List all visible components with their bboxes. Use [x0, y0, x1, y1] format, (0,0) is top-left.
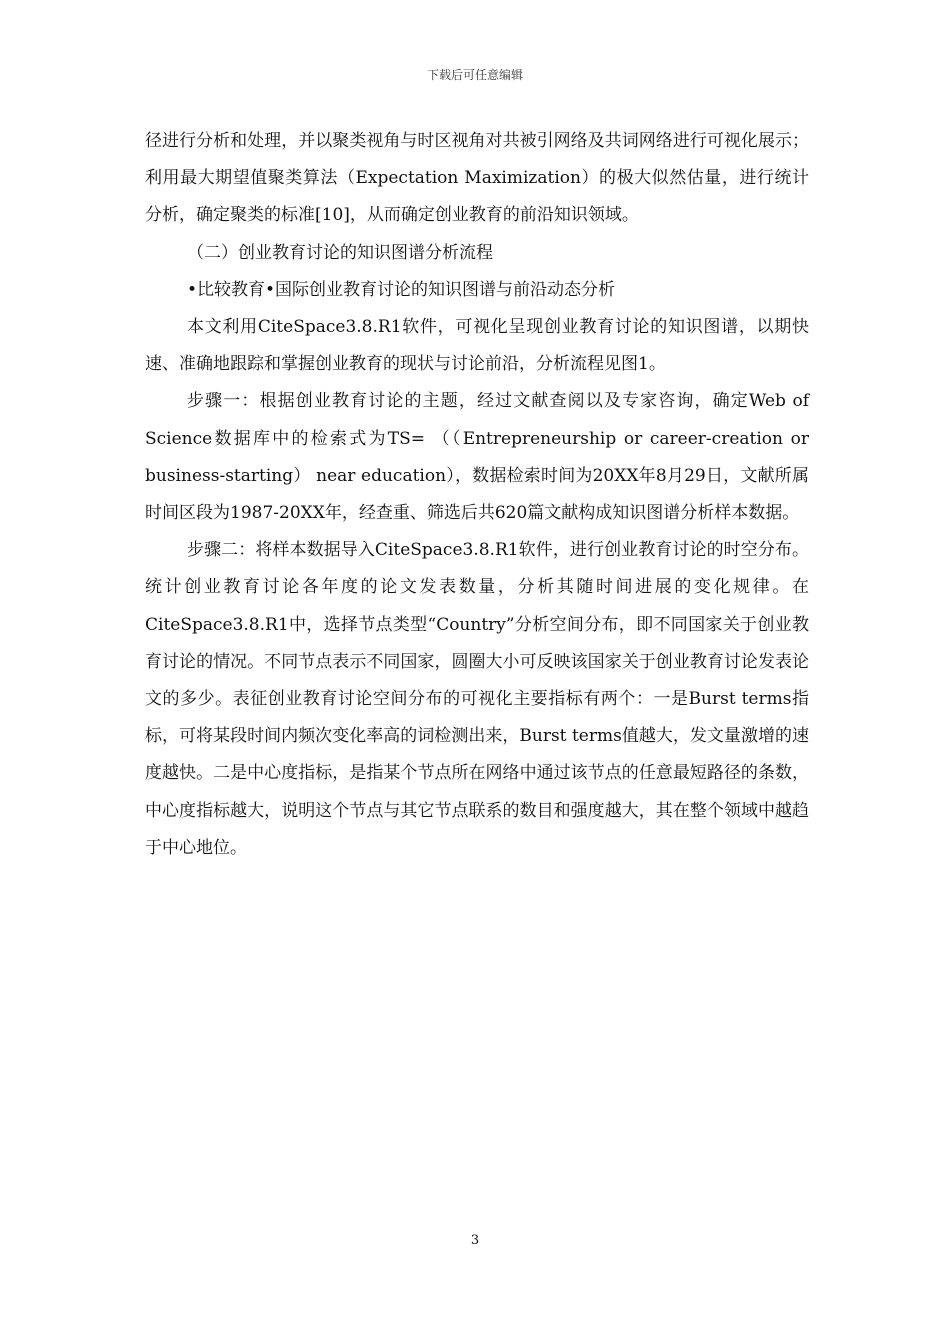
- paragraph-step-one: 步骤一：根据创业教育讨论的主题，经过文献查阅以及专家咨询，确定Web of Science数据库中的检索式为TS= （（Entrepreneurship or career-creation or business-starting） near education），数据检索时间为20XX年8月29日，文献所属时间区段为1987-20XX年，经查重、筛选后共620篇文献构成知识图谱分析样本数据。: [145, 391, 809, 524]
- running-title: •比较教育•国际创业教育讨论的知识图谱与前沿动态分析: [187, 279, 616, 300]
- section-heading: （二）创业教育讨论的知识图谱分析流程: [187, 242, 493, 263]
- page-number: 3: [470, 1233, 480, 1248]
- paragraph-method-continuation: 径进行分析和处理，并以聚类视角与时区视角对共被引网络及共词网络进行可视化展示；利用最大期望值聚类算法（Expectation Maximization）的极大似然估量，进行统计分析，确定聚类的标准[10]，从而确定创业教育的前沿知识领域。: [145, 131, 809, 226]
- paragraph-intro: 本文利用CiteSpace3.8.R1软件，可视化呈现创业教育讨论的知识图谱，以期快速、准确地跟踪和掌握创业教育的现状与讨论前沿，分析流程见图1。: [145, 317, 809, 375]
- document-body: [145, 123, 809, 867]
- paragraph-step-two: 步骤二：将样本数据导入CiteSpace3.8.R1软件，进行创业教育讨论的时空分布。统计创业教育讨论各年度的论文发表数量，分析其随时间进展的变化规律。在CiteSpace3.8.R1中，选择节点类型“Country”分析空间分布，即不同国家关于创业教育讨论的情况。不同节点表示不同国家，圆圈大小可反映该国家关于创业教育讨论发表论文的多少。表征创业教育讨论空间分布的可视化主要指标有两个：一是Burst terms指标，可将某段时间内频次变化率高的词检测出来，Burst terms值越大，发文量激增的速度越快。二是中心度指标，是指某个节点所在网络中通过该节点的任意最短路径的条数，中心度指标越大，说明这个节点与其它节点联系的数目和强度越大，其在整个领域中越趋于中心地位。: [145, 540, 809, 858]
- page-header-note: 下载后可任意编辑: [426, 68, 523, 82]
